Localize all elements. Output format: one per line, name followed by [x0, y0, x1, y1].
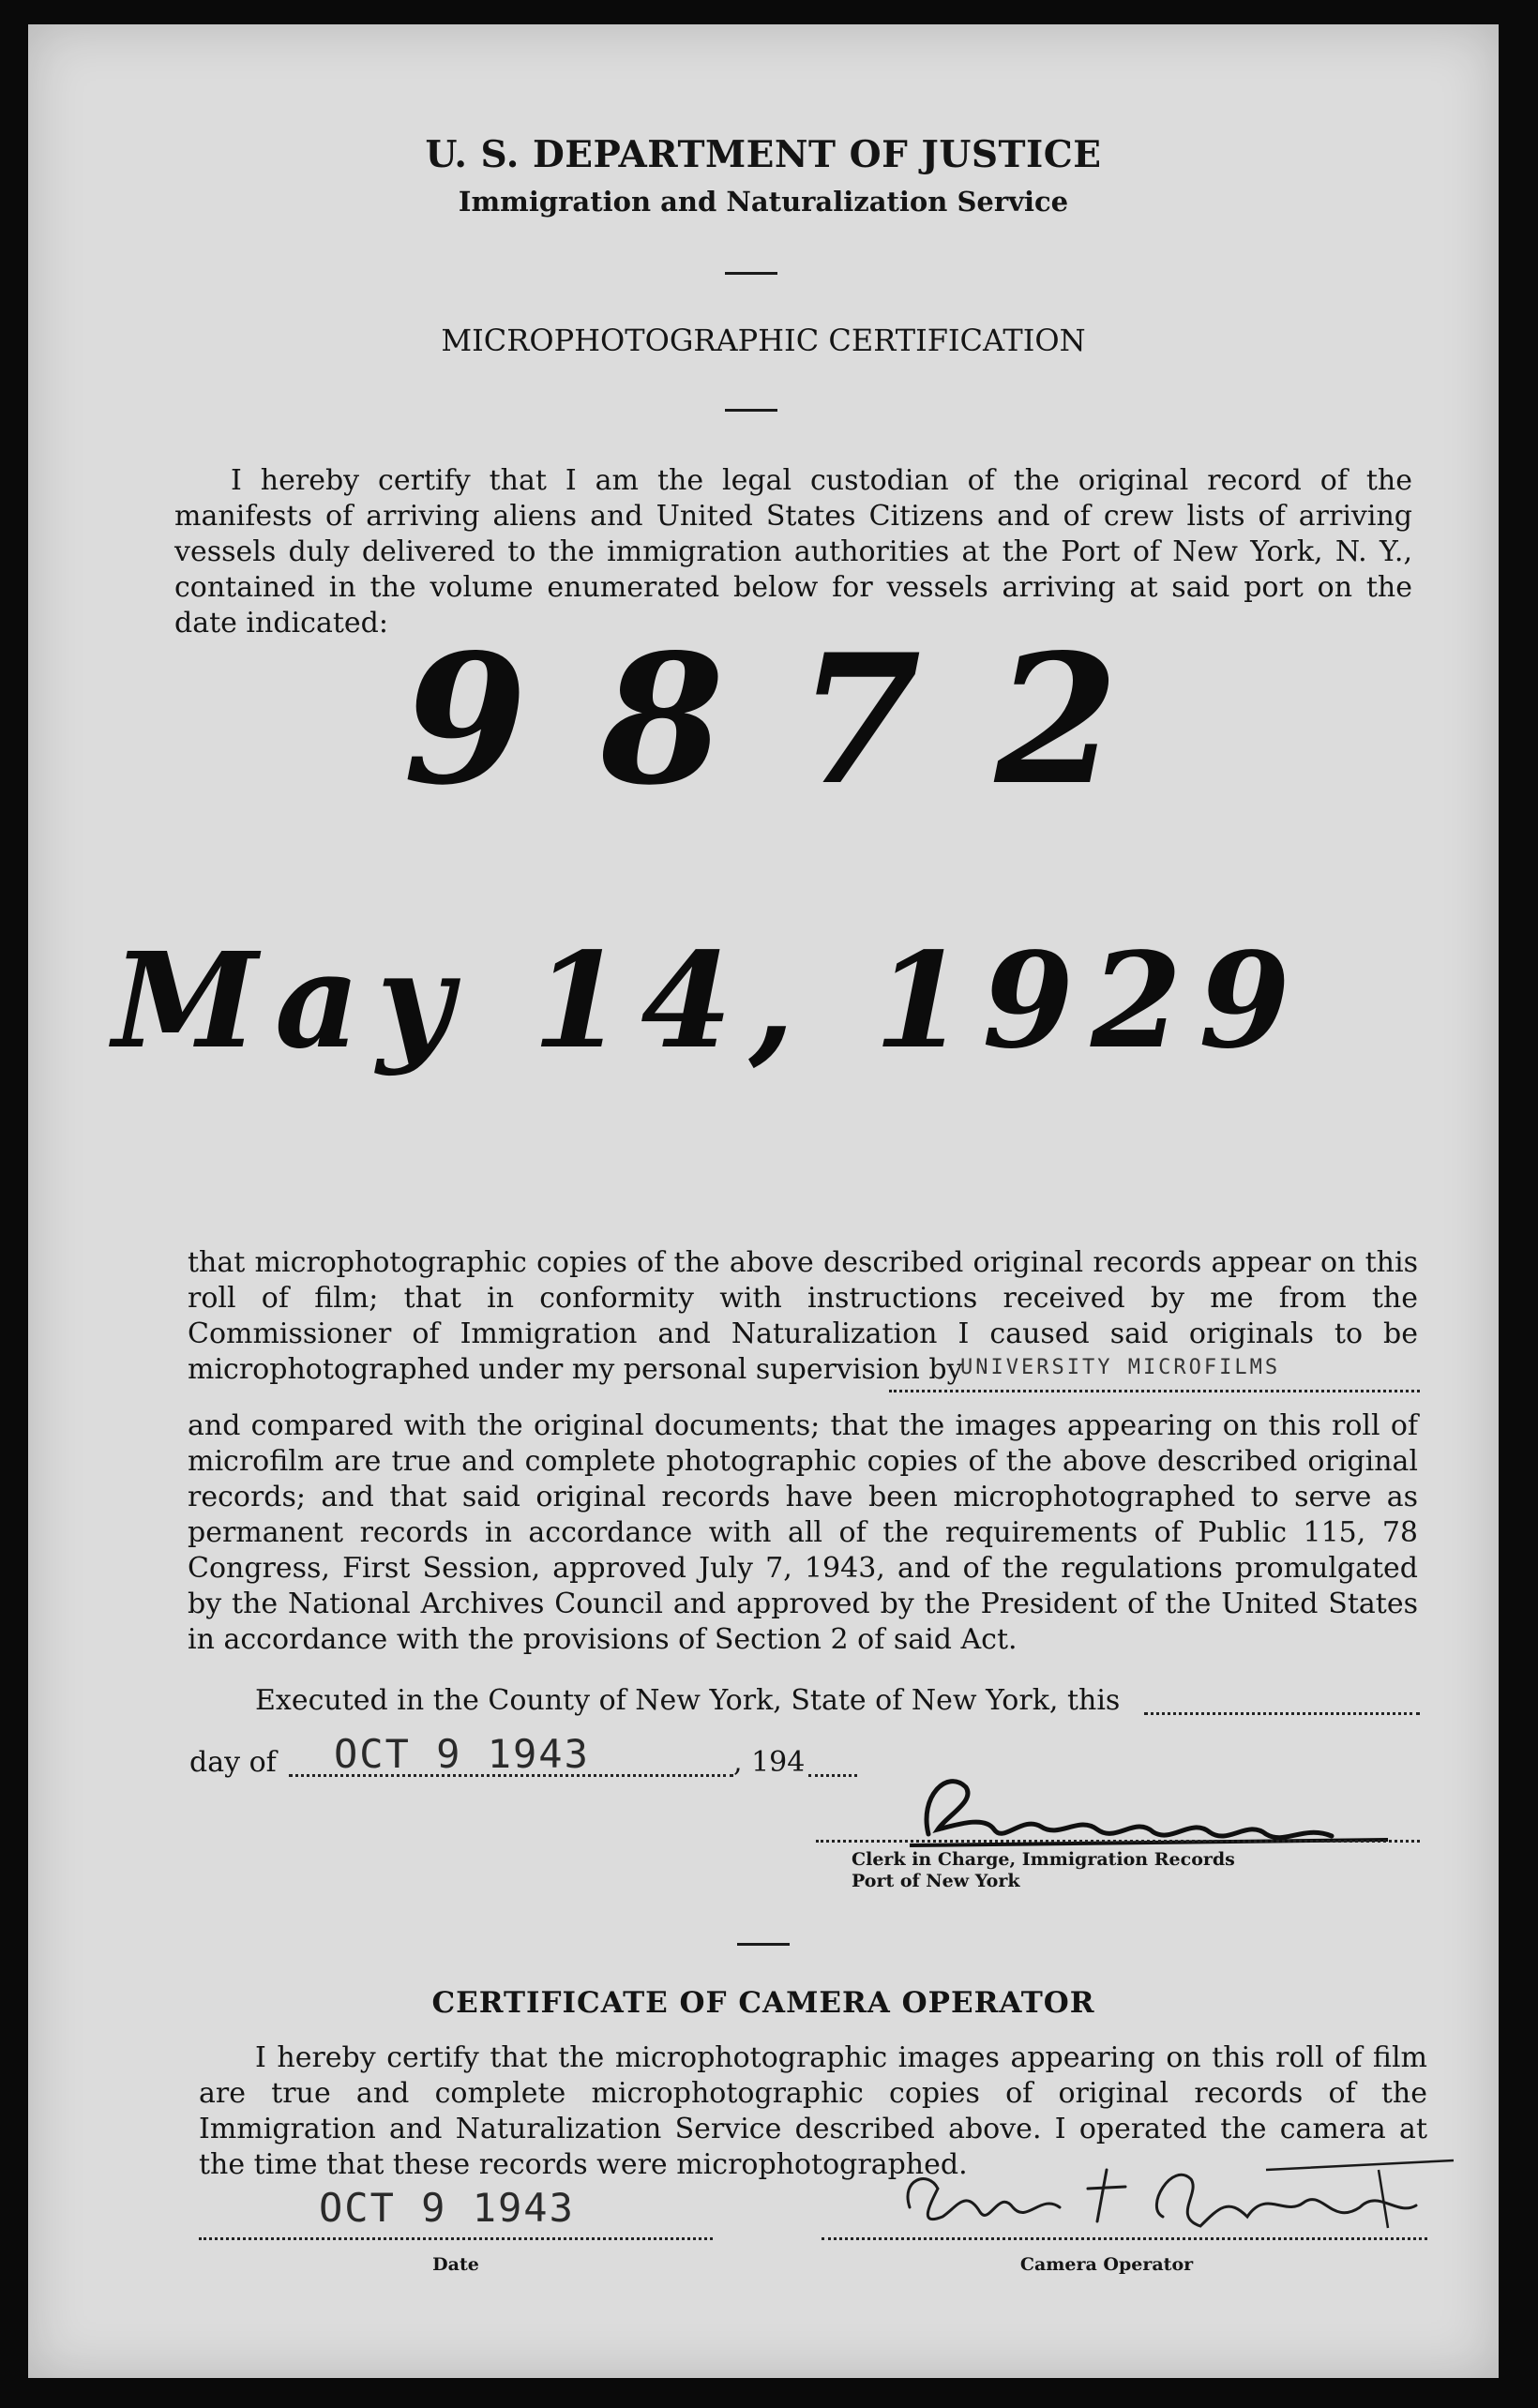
camera-certificate-heading: CERTIFICATE OF CAMERA OPERATOR [431, 1986, 1095, 2020]
department-title: U. S. DEPARTMENT OF JUSTICE [425, 133, 1102, 176]
supervisor-dotted-line [889, 1390, 1420, 1392]
year-suffix: , 194 [733, 1746, 806, 1779]
clerk-signature [863, 1759, 1388, 1862]
service-subtitle: Immigration and Naturalization Service [458, 186, 1069, 218]
camera-date-stamp: OCT 9 1943 [319, 2185, 575, 2231]
camera-operator-label: Camera Operator [1019, 2254, 1194, 2275]
body-paragraph-part2 [188, 1408, 1418, 1658]
executed-text: Executed in the County of New York, State of New York, this [255, 1684, 1121, 1717]
camera-operator-dotted-line [822, 2237, 1427, 2240]
body-text-part1: that microphotographic copies of the above described original records appear on this roll of film; that in conformity with instructions received by me from the Commissioner of Immigration and Naturalization I caused said originals to be microphotographed under my personal supervision by [188, 1246, 1418, 1386]
clerk-title-line2: Port of New York [852, 1871, 1020, 1891]
clerk-title-line1: Clerk in Charge, Immigration Records [852, 1849, 1235, 1870]
camera-certificate-text: I hereby certify that the microphotographic images appearing on this roll of film are true and complete microphotographic copies of original records of the Immigration and Naturalization Service described above. I operated the camera at the time that these records were microphotographed. [199, 2041, 1427, 2181]
camera-date-label: Date [432, 2254, 479, 2275]
camera-operator-signature [891, 2151, 1472, 2245]
executed-dotted-line [1144, 1712, 1420, 1715]
divider-second [725, 409, 777, 412]
clerk-title [852, 1849, 1235, 1892]
camera-date-dotted-line [199, 2237, 713, 2240]
certification-title: MICROPHOTOGRAPHIC CERTIFICATION [441, 323, 1086, 358]
handwritten-arrival-date: May 14, 1929 [113, 925, 1307, 1078]
divider-top [725, 272, 777, 275]
intro-text: I hereby certify that I am the legal custodian of the original record of the manifests of arriving aliens and United States Citizens and of crew lists of arriving vessels duly delivered to the immigration authorities at the Port of New York, N. Y., contained in the volume enumerated below for vessels arriving at said port on the date indicated: [174, 464, 1412, 640]
year-dotted-line [808, 1774, 857, 1777]
divider-camera [737, 1943, 790, 1946]
clerk-dotted-line [816, 1840, 1420, 1843]
executed-date-stamp: OCT 9 1943 [334, 1731, 590, 1777]
handwritten-volume-number: 9872 [403, 615, 1192, 824]
body-text-part2: and compared with the original documents; that the images appearing on this roll of microfilm are true and complete photographic copies of the above described original records; and that said original records have been microphotographed to serve as permanent records in accordance with all of the requirements of Public 115, 78 Congress, First Session, approved July 7, 1943, and of the regulations promulgated by the National Archives Council and approved by the President of the United States in accordance with the provisions of Section 2 of said Act. [188, 1409, 1418, 1656]
certificate-document [28, 24, 1499, 2378]
day-of-label: day of [189, 1746, 277, 1779]
supervisor-stamp: UNIVERSITY MICROFILMS [960, 1356, 1281, 1379]
